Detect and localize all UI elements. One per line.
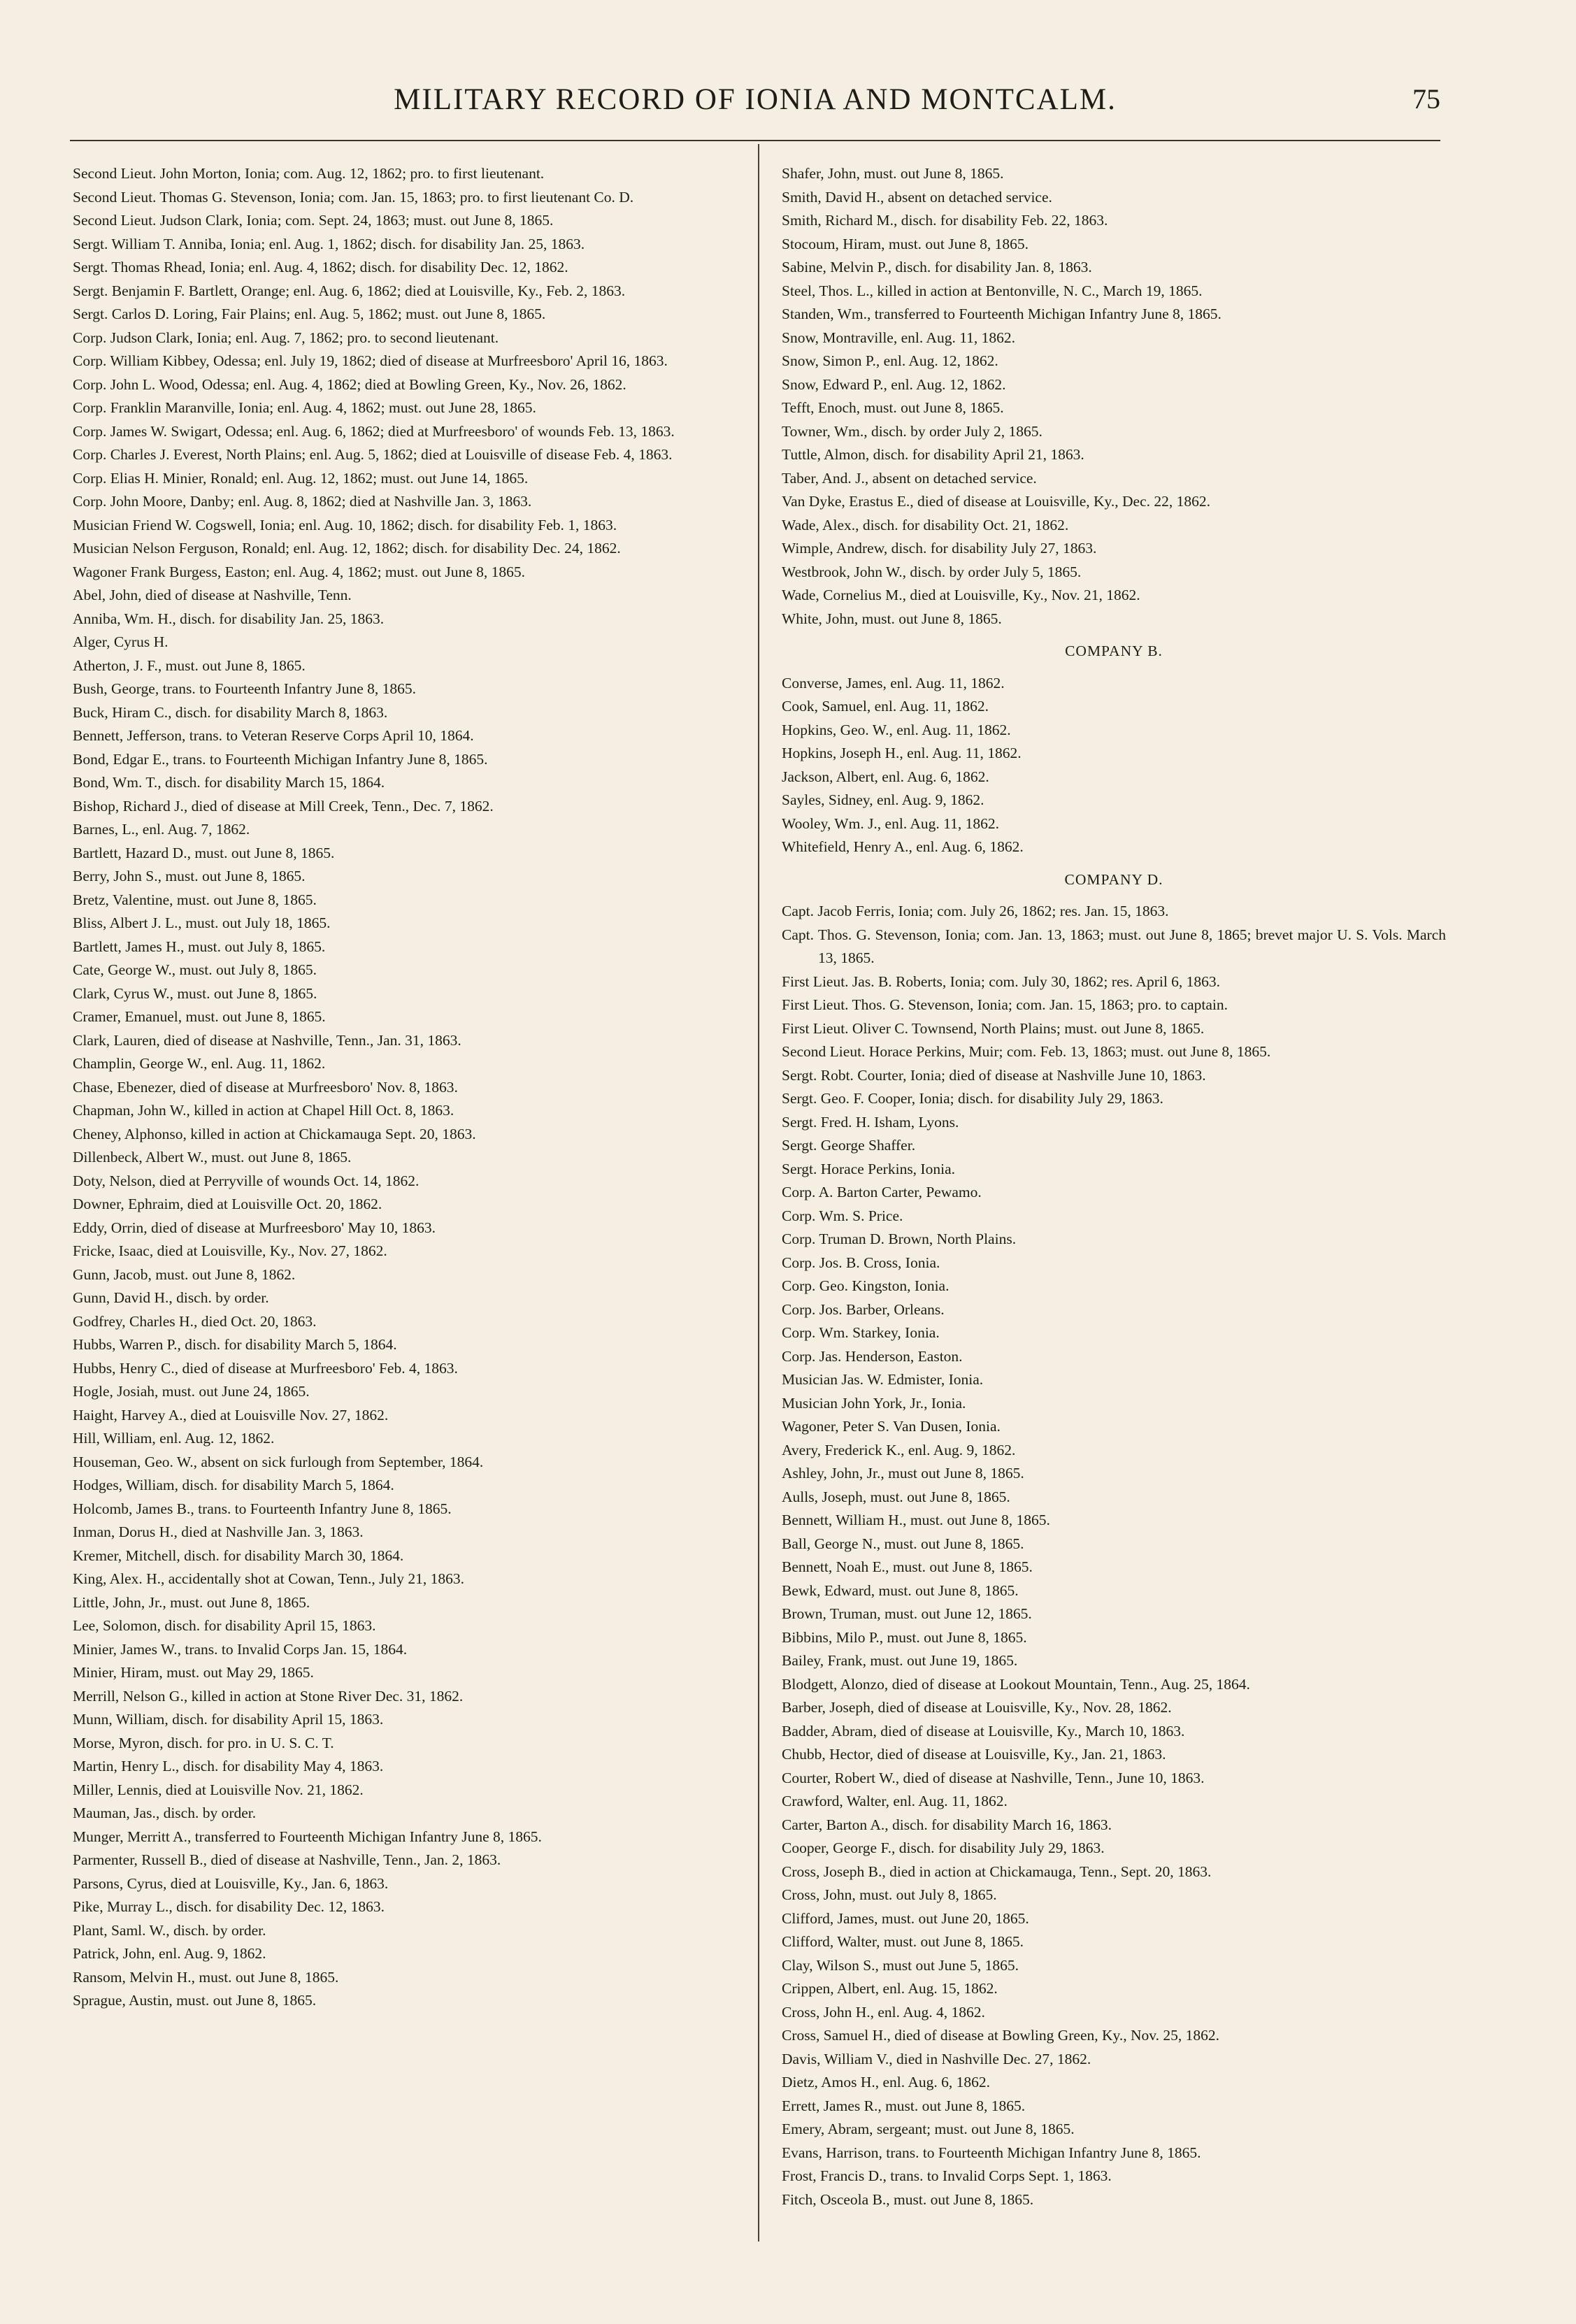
- roster-entry: Fitch, Osceola B., must. out June 8, 1865.: [782, 2190, 1034, 2208]
- roster-entry: King, Alex. H., accidentally shot at Cowan, Tenn., July 21, 1863.: [73, 1570, 465, 1587]
- roster-entry: Bennett, William H., must. out June 8, 1865.: [782, 1512, 1050, 1528]
- roster-entry: Corp. A. Barton Carter, Pewamo.: [782, 1184, 982, 1200]
- roster-entry: Capt. Thos. G. Stevenson, Ionia; com. Jan. 13, 1863; must. out June 8, 1865; brevet major U. S. Vols. March 13, 1865.: [782, 926, 1446, 966]
- roster-entry: Sergt. Fred. H. Isham, Lyons.: [782, 1113, 959, 1131]
- roster-entry: Errett, James R., must. out June 8, 1865.: [782, 2097, 1026, 2114]
- roster-entry: Buck, Hiram C., disch. for disability March 8, 1863.: [73, 703, 388, 721]
- roster-entry: Bibbins, Milo P., must. out June 8, 1865.: [782, 1628, 1027, 1646]
- roster-entry: Parmenter, Russell B., died of disease at Nashville, Tenn., Jan. 2, 1863.: [73, 1851, 501, 1868]
- roster-entry: Badder, Abram, died of disease at Louisville, Ky., March 10, 1863.: [782, 1722, 1185, 1740]
- roster-entry: Sprague, Austin, must. out June 8, 1865.: [73, 1992, 317, 2009]
- roster-entry: Atherton, J. F., must. out June 8, 1865.: [73, 657, 306, 674]
- roster-entry: Hogle, Josiah, must. out June 24, 1865.: [73, 1383, 310, 1400]
- roster-entry: Sergt. Robt. Courter, Ionia; died of disease at Nashville June 10, 1863.: [782, 1066, 1206, 1084]
- roster-entry: Chapman, John W., killed in action at Chapel Hill Oct. 8, 1863.: [73, 1102, 454, 1119]
- company-a-continued-list: [782, 162, 1446, 631]
- roster-entry: Taber, And. J., absent on detached service.: [782, 469, 1037, 487]
- roster-entry: Berry, John S., must. out June 8, 1865.: [73, 868, 306, 884]
- roster-entry: Brown, Truman, must. out June 12, 1865.: [782, 1605, 1032, 1622]
- header-rule: [70, 140, 1440, 141]
- roster-entry: Bennett, Noah E., must. out June 8, 1865.: [782, 1558, 1033, 1575]
- roster-entry: Fricke, Isaac, died at Louisville, Ky., Nov. 27, 1862.: [73, 1242, 387, 1259]
- roster-entry: Abel, John, died of disease at Nashville, Tenn.: [73, 587, 352, 603]
- roster-entry: Bailey, Frank, must. out June 19, 1865.: [782, 1652, 1018, 1669]
- roster-entry: Corp. Truman D. Brown, North Plains.: [782, 1231, 1017, 1247]
- right-column: [782, 162, 1446, 2211]
- roster-entry: Bartlett, James H., must. out July 8, 1865.: [73, 938, 326, 955]
- roster-entry: Sergt. Benjamin F. Bartlett, Orange; enl. Aug. 6, 1862; died at Louisville, Ky., Feb. 2, 1863.: [73, 282, 626, 299]
- roster-entry: Anniba, Wm. H., disch. for disability Jan. 25, 1863.: [73, 610, 385, 627]
- roster-entry: Corp. Jos. B. Cross, Ionia.: [782, 1254, 940, 1271]
- roster-entry: Bartlett, Hazard D., must. out June 8, 1865.: [73, 844, 335, 861]
- roster-entry: Davis, William V., died in Nashville Dec. 27, 1862.: [782, 2050, 1091, 2067]
- roster-entry: Wade, Cornelius M., died at Louisville, Ky., Nov. 21, 1862.: [782, 587, 1140, 603]
- roster-entry: Cate, George W., must. out July 8, 1865.: [73, 961, 317, 978]
- roster-entry: Frost, Francis D., trans. to Invalid Corps Sept. 1, 1863.: [782, 2167, 1112, 2184]
- roster-entry: Corp. John L. Wood, Odessa; enl. Aug. 4, 1862; died at Bowling Green, Ky., Nov. 26, 1862.: [73, 375, 626, 393]
- company-d-heading: COMPANY D.: [1064, 870, 1163, 888]
- roster-entry: Miller, Lennis, died at Louisville Nov. 21, 1862.: [73, 1781, 364, 1798]
- roster-entry: Morse, Myron, disch. for pro. in U. S. C. T.: [73, 1734, 334, 1751]
- roster-entry: Chubb, Hector, died of disease at Louisville, Ky., Jan. 21, 1863.: [782, 1746, 1166, 1763]
- roster-entry: First Lieut. Jas. B. Roberts, Ionia; com. July 30, 1862; res. April 6, 1863.: [782, 973, 1221, 990]
- roster-entry: Munger, Merritt A., transferred to Fourteenth Michigan Infantry June 8, 1865.: [73, 1828, 542, 1845]
- roster-entry: Wagoner, Peter S. Van Dusen, Ionia.: [782, 1418, 1001, 1435]
- roster-entry: Corp. Jos. Barber, Orleans.: [782, 1300, 945, 1318]
- roster-entry: Cross, John H., enl. Aug. 4, 1862.: [782, 2003, 985, 2021]
- roster-entry: Second Lieut. Judson Clark, Ionia; com. Sept. 24, 1863; must. out June 8, 1865.: [73, 212, 554, 229]
- roster-entry: Cross, Joseph B., died in action at Chickamauga, Tenn., Sept. 20, 1863.: [782, 1863, 1212, 1880]
- roster-entry: Sabine, Melvin P., disch. for disability Jan. 8, 1863.: [782, 259, 1092, 275]
- roster-entry: Musician Jas. W. Edmister, Ionia.: [782, 1371, 984, 1388]
- roster-entry: Avery, Frederick K., enl. Aug. 9, 1862.: [782, 1441, 1016, 1458]
- roster-entry: Munn, William, disch. for disability April 15, 1863.: [73, 1711, 384, 1728]
- roster-entry: Bush, George, trans. to Fourteenth Infantry June 8, 1865.: [73, 680, 417, 697]
- roster-entry: Musician Nelson Ferguson, Ronald; enl. Aug. 12, 1862; disch. for disability Dec. 24, 1862.: [73, 540, 621, 557]
- roster-entry: Shafer, John, must. out June 8, 1865.: [782, 165, 1004, 182]
- roster-entry: Bretz, Valentine, must. out June 8, 1865.: [73, 891, 317, 908]
- roster-entry: Hill, William, enl. Aug. 12, 1862.: [73, 1430, 275, 1447]
- roster-entry: Van Dyke, Erastus E., died of disease at Louisville, Ky., Dec. 22, 1862.: [782, 493, 1211, 510]
- roster-entry: Corp. Judson Clark, Ionia; enl. Aug. 7, 1862; pro. to second lieutenant.: [73, 329, 499, 346]
- roster-entry: Minier, James W., trans. to Invalid Corps Jan. 15, 1864.: [73, 1640, 408, 1658]
- roster-entry: Whitefield, Henry A., enl. Aug. 6, 1862.: [782, 838, 1024, 855]
- roster-entry: Corp. Elias H. Minier, Ronald; enl. Aug. 12, 1862; must. out June 14, 1865.: [73, 469, 529, 487]
- roster-entry: Parsons, Cyrus, died at Louisville, Ky., Jan. 6, 1863.: [73, 1874, 389, 1892]
- roster-entry: Wooley, Wm. J., enl. Aug. 11, 1862.: [782, 815, 999, 832]
- roster-entry: Smith, Richard M., disch. for disability Feb. 22, 1863.: [782, 212, 1108, 229]
- roster-entry: Doty, Nelson, died at Perryville of wounds Oct. 14, 1862.: [73, 1172, 420, 1189]
- roster-entry: Martin, Henry L., disch. for disability May 4, 1863.: [73, 1758, 384, 1774]
- page-title: MILITARY RECORD OF IONIA AND MONTCALM.: [394, 83, 1117, 116]
- roster-entry: Tuttle, Almon, disch. for disability April 21, 1863.: [782, 446, 1084, 463]
- roster-entry: Sayles, Sidney, enl. Aug. 9, 1862.: [782, 791, 984, 808]
- roster-entry: Corp. Charles J. Everest, North Plains; enl. Aug. 5, 1862; died at Louisville of disease Feb. 4, 1863.: [73, 446, 673, 463]
- roster-entry: Mauman, Jas., disch. by order.: [73, 1805, 257, 1821]
- roster-entry: Clark, Cyrus W., must. out June 8, 1865.: [73, 984, 317, 1002]
- roster-entry: Merrill, Nelson G., killed in action at Stone River Dec. 31, 1862.: [73, 1687, 464, 1705]
- roster-entry: Dietz, Amos H., enl. Aug. 6, 1862.: [782, 2074, 990, 2090]
- roster-entry: First Lieut. Oliver C. Townsend, North Plains; must. out June 8, 1865.: [782, 1019, 1205, 1037]
- roster-entry: Converse, James, enl. Aug. 11, 1862.: [782, 674, 1005, 691]
- roster-entry: Jackson, Albert, enl. Aug. 6, 1862.: [782, 768, 989, 785]
- roster-entry: Wimple, Andrew, disch. for disability July 27, 1863.: [782, 540, 1097, 557]
- roster-entry: Clay, Wilson S., must out June 5, 1865.: [782, 1956, 1019, 1974]
- roster-entry: Gunn, Jacob, must. out June 8, 1862.: [73, 1265, 296, 1283]
- roster-entry: Musician Friend W. Cogswell, Ionia; enl. Aug. 10, 1862; disch. for disability Feb. 1, 1863.: [73, 516, 617, 533]
- roster-entry: Gunn, David H., disch. by order.: [73, 1289, 269, 1306]
- roster-entry: Tefft, Enoch, must. out June 8, 1865.: [782, 399, 1004, 416]
- roster-entry: Sergt. Carlos D. Loring, Fair Plains; enl. Aug. 5, 1862; must. out June 8, 1865.: [73, 306, 546, 322]
- roster-entry: Cooper, George F., disch. for disability July 29, 1863.: [782, 1839, 1105, 1856]
- roster-entry: Sergt. William T. Anniba, Ionia; enl. Aug. 1, 1862; disch. for disability Jan. 25, 1863.: [73, 235, 585, 252]
- roster-entry: Hodges, William, disch. for disability March 5, 1864.: [73, 1477, 394, 1493]
- roster-entry: Blodgett, Alonzo, died of disease at Lookout Mountain, Tenn., Aug. 25, 1864.: [782, 1675, 1250, 1693]
- roster-entry: Sergt. Thomas Rhead, Ionia; enl. Aug. 4, 1862; disch. for disability Dec. 12, 1862.: [73, 259, 568, 275]
- roster-entry: Dillenbeck, Albert W., must. out June 8, 1865.: [73, 1149, 352, 1165]
- roster-entry: Patrick, John, enl. Aug. 9, 1862.: [73, 1945, 266, 1962]
- roster-entry: Ransom, Melvin H., must. out June 8, 1865.: [73, 1968, 339, 1986]
- roster-entry: Corp. Jas. Henderson, Easton.: [782, 1347, 963, 1365]
- roster-entry: Second Lieut. Horace Perkins, Muir; com. Feb. 13, 1863; must. out June 8, 1865.: [782, 1043, 1271, 1060]
- roster-entry: Courter, Robert W., died of disease at Nashville, Tenn., June 10, 1863.: [782, 1769, 1205, 1786]
- roster-entry: Emery, Abram, sergeant; must. out June 8, 1865.: [782, 2121, 1075, 2137]
- roster-entry: Hubbs, Warren P., disch. for disability March 5, 1864.: [73, 1336, 397, 1353]
- roster-entry: Plant, Saml. W., disch. by order.: [73, 1921, 266, 1939]
- roster-entry: Barber, Joseph, died of disease at Louisville, Ky., Nov. 28, 1862.: [782, 1699, 1172, 1716]
- roster-entry: Lee, Solomon, disch. for disability April 15, 1863.: [73, 1617, 376, 1634]
- roster-entry: Sergt. George Shaffer.: [782, 1137, 916, 1154]
- roster-entry: Godfrey, Charles H., died Oct. 20, 1863.: [73, 1312, 317, 1330]
- company-b-heading: COMPANY B.: [1065, 643, 1163, 659]
- roster-entry: Cross, Samuel H., died of disease at Bowling Green, Ky., Nov. 25, 1862.: [782, 2027, 1219, 2044]
- left-column: [73, 162, 737, 2013]
- roster-entry: Cheney, Alphonso, killed in action at Chickamauga Sept. 20, 1863.: [73, 1125, 476, 1142]
- roster-entry: Corp. James W. Swigart, Odessa; enl. Aug. 6, 1862; died at Murfreesboro' of wounds Feb. 13, 1863.: [73, 422, 675, 440]
- roster-entry: Second Lieut. John Morton, Ionia; com. Aug. 12, 1862; pro. to first lieutenant.: [73, 165, 545, 182]
- roster-entry: Clifford, James, must. out June 20, 1865.: [782, 1909, 1029, 1927]
- roster-entry: Cramer, Emanuel, must. out June 8, 1865.: [73, 1008, 326, 1025]
- page-number: 75: [1412, 83, 1440, 115]
- roster-entry: Carter, Barton A., disch. for disability March 16, 1863.: [782, 1816, 1112, 1833]
- roster-entry: Cross, John, must. out July 8, 1865.: [782, 1886, 997, 1903]
- roster-entry: Evans, Harrison, trans. to Fourteenth Michigan Infantry June 8, 1865.: [782, 2144, 1201, 2161]
- roster-entry: Corp. Wm. Starkey, Ionia.: [782, 1324, 940, 1341]
- roster-entry: Bennett, Jefferson, trans. to Veteran Reserve Corps April 10, 1864.: [73, 727, 474, 744]
- roster-entry: Houseman, Geo. W., absent on sick furlough from September, 1864.: [73, 1453, 484, 1470]
- roster-entry: Alger, Cyrus H.: [73, 633, 169, 650]
- roster-entry: Ball, George N., must. out June 8, 1865.: [782, 1535, 1024, 1552]
- roster-entry: Clark, Lauren, died of disease at Nashville, Tenn., Jan. 31, 1863.: [73, 1031, 461, 1049]
- roster-entry: Wagoner Frank Burgess, Easton; enl. Aug. 4, 1862; must. out June 8, 1865.: [73, 563, 526, 580]
- roster-entry: Hopkins, Geo. W., enl. Aug. 11, 1862.: [782, 721, 1011, 738]
- roster-entry: Westbrook, John W., disch. by order July 5, 1865.: [782, 563, 1082, 580]
- roster-entry: Hopkins, Joseph H., enl. Aug. 11, 1862.: [782, 745, 1022, 761]
- column-divider: [758, 144, 759, 2241]
- roster-entry: Snow, Edward P., enl. Aug. 12, 1862.: [782, 375, 1006, 393]
- roster-entry: Bishop, Richard J., died of disease at Mill Creek, Tenn., Dec. 7, 1862.: [73, 797, 494, 815]
- roster-entry: Eddy, Orrin, died of disease at Murfreesboro' May 10, 1863.: [73, 1219, 436, 1236]
- roster-entry: Clifford, Walter, must. out June 8, 1865.: [782, 1933, 1024, 1950]
- roster-entry: Smith, David H., absent on detached service.: [782, 188, 1052, 206]
- roster-entry: Pike, Murray L., disch. for disability Dec. 12, 1863.: [73, 1898, 385, 1915]
- roster-entry: Bewk, Edward, must. out June 8, 1865.: [782, 1581, 1019, 1599]
- roster-entry: Cook, Samuel, enl. Aug. 11, 1862.: [782, 698, 989, 715]
- roster-entry: Haight, Harvey A., died at Louisville Nov. 27, 1862.: [73, 1406, 389, 1423]
- roster-entry: Inman, Dorus H., died at Nashville Jan. 3, 1863.: [73, 1523, 364, 1540]
- roster-entry: Chase, Ebenezer, died of disease at Murfreesboro' Nov. 8, 1863.: [73, 1078, 458, 1096]
- roster-entry: Champlin, George W., enl. Aug. 11, 1862.: [73, 1055, 326, 1072]
- roster-entry: Second Lieut. Thomas G. Stevenson, Ionia; com. Jan. 15, 1863; pro. to first lieutenant Co. D.: [73, 188, 634, 206]
- roster-entry: Bond, Wm. T., disch. for disability March 15, 1864.: [73, 774, 385, 791]
- roster-entry: Hubbs, Henry C., died of disease at Murfreesboro' Feb. 4, 1863.: [73, 1359, 458, 1377]
- roster-entry: Aulls, Joseph, must. out June 8, 1865.: [782, 1488, 1010, 1505]
- roster-entry: Corp. William Kibbey, Odessa; enl. July 19, 1862; died of disease at Murfreesboro' April 16, 1863.: [73, 352, 668, 369]
- roster-entry: Barnes, L., enl. Aug. 7, 1862.: [73, 821, 250, 838]
- roster-entry: Snow, Simon P., enl. Aug. 12, 1862.: [782, 352, 998, 369]
- page-header: [70, 83, 1440, 124]
- roster-entry: Snow, Montraville, enl. Aug. 11, 1862.: [782, 329, 1016, 346]
- roster-entry: Towner, Wm., disch. by order July 2, 1865.: [782, 422, 1043, 440]
- company-d-list: [782, 900, 1446, 2211]
- roster-entry: Corp. Wm. S. Price.: [782, 1207, 903, 1224]
- roster-entry: Wade, Alex., disch. for disability Oct. 21, 1862.: [782, 516, 1069, 533]
- roster-entry: Corp. Franklin Maranville, Ionia; enl. Aug. 4, 1862; must. out June 28, 1865.: [73, 399, 536, 416]
- roster-entry: Crippen, Albert, enl. Aug. 15, 1862.: [782, 1980, 998, 1997]
- roster-entry: First Lieut. Thos. G. Stevenson, Ionia; com. Jan. 15, 1863; pro. to captain.: [782, 996, 1228, 1013]
- roster-entry: Bond, Edgar E., trans. to Fourteenth Michigan Infantry June 8, 1865.: [73, 750, 488, 768]
- company-b-list: [782, 672, 1446, 859]
- roster-entry: Kremer, Mitchell, disch. for disability March 30, 1864.: [73, 1547, 404, 1564]
- roster-entry: Steel, Thos. L., killed in action at Bentonville, N. C., March 19, 1865.: [782, 282, 1203, 299]
- roster-entry: Musician John York, Jr., Ionia.: [782, 1394, 966, 1412]
- roster-entry: Little, John, Jr., must. out June 8, 1865.: [73, 1593, 310, 1611]
- roster-entry: Bliss, Albert J. L., must. out July 18, 1865.: [73, 914, 331, 931]
- roster-entry: Downer, Ephraim, died at Louisville Oct. 20, 1862.: [73, 1196, 382, 1212]
- roster-entry: Ashley, John, Jr., must out June 8, 1865.: [782, 1465, 1024, 1482]
- roster-entry: Sergt. Horace Perkins, Ionia.: [782, 1160, 955, 1177]
- roster-entry: Minier, Hiram, must. out May 29, 1865.: [73, 1664, 314, 1681]
- roster-entry: Capt. Jacob Ferris, Ionia; com. July 26, 1862; res. Jan. 15, 1863.: [782, 903, 1169, 919]
- roster-entry: Corp. Geo. Kingston, Ionia.: [782, 1277, 950, 1294]
- roster-entry: Crawford, Walter, enl. Aug. 11, 1862.: [782, 1793, 1008, 1809]
- roster-entry: Sergt. Geo. F. Cooper, Ionia; disch. for disability July 29, 1863.: [782, 1090, 1163, 1107]
- roster-entry: Corp. John Moore, Danby; enl. Aug. 8, 1862; died at Nashville Jan. 3, 1863.: [73, 493, 532, 510]
- roster-entry: Holcomb, James B., trans. to Fourteenth Infantry June 8, 1865.: [73, 1500, 452, 1517]
- roster-entry: White, John, must. out June 8, 1865.: [782, 610, 1002, 627]
- roster-entry: Standen, Wm., transferred to Fourteenth Michigan Infantry June 8, 1865.: [782, 306, 1222, 322]
- roster-entry: Stocoum, Hiram, must. out June 8, 1865.: [782, 235, 1029, 252]
